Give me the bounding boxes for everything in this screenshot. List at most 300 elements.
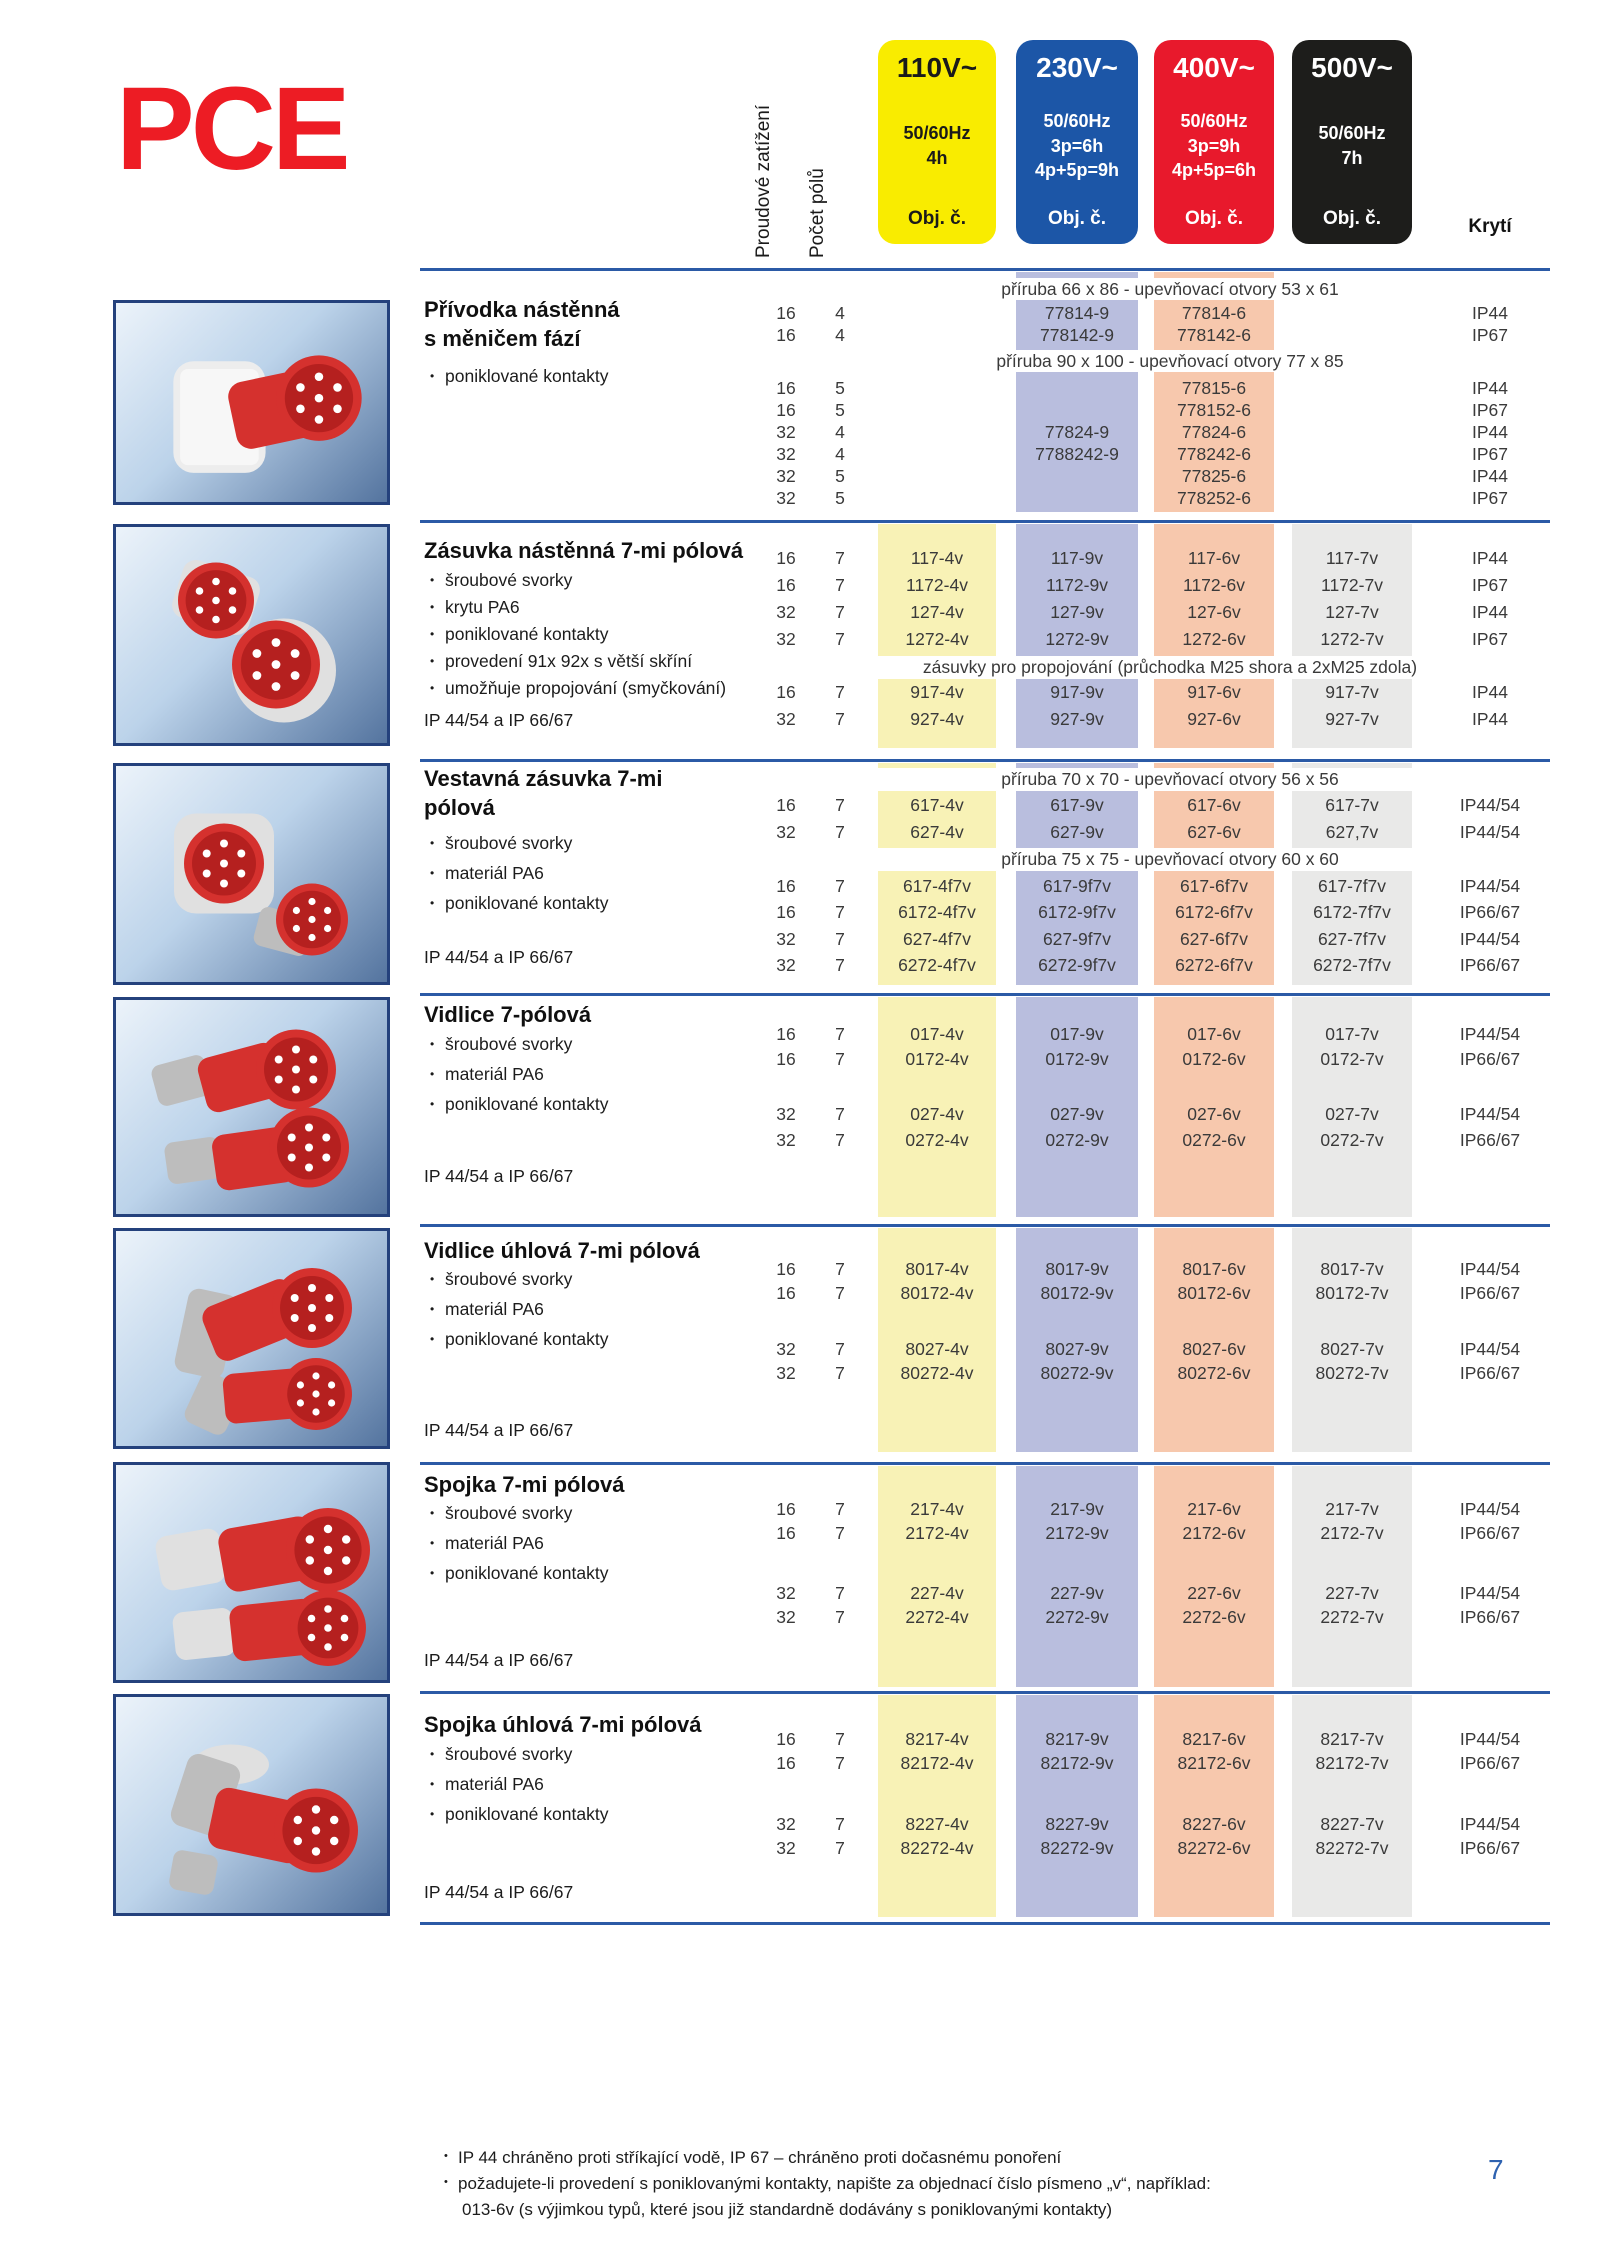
table-cell-v110: 0172-4v bbox=[905, 1049, 969, 1069]
table-cell-protection: IP66/67 bbox=[1459, 1838, 1521, 1858]
table-cell-poles: 7 bbox=[835, 575, 845, 595]
table-cell-current: 32 bbox=[776, 629, 796, 649]
section-feature-text: materiál PA6 bbox=[445, 1774, 544, 1794]
bullet-dot: • bbox=[430, 627, 435, 641]
table-cell-current: 32 bbox=[776, 1339, 796, 1359]
table-cell-v110: 927-4v bbox=[910, 709, 964, 729]
section-rule bbox=[420, 1224, 1550, 1227]
section-title-line: s měničem fází bbox=[424, 325, 581, 351]
table-cell-v400: 8017-6v bbox=[1182, 1259, 1246, 1279]
table-cell-current: 32 bbox=[776, 709, 796, 729]
product-photo bbox=[113, 997, 390, 1217]
table-cell-v400: 80172-6v bbox=[1177, 1283, 1251, 1303]
table-cell-v500: 0272-7v bbox=[1320, 1130, 1384, 1150]
table-cell-v400: 77824-6 bbox=[1181, 421, 1247, 442]
voltage-badge-frequency-line: 4h bbox=[926, 148, 948, 168]
table-cell-poles: 7 bbox=[835, 1499, 845, 1519]
section-feature-bullet bbox=[430, 833, 770, 854]
section-feature-bullet bbox=[430, 1299, 770, 1320]
table-cell-poles: 5 bbox=[835, 377, 845, 398]
table-cell-protection: IP44/54 bbox=[1459, 1814, 1521, 1834]
table-cell-v400: 778252-6 bbox=[1177, 487, 1251, 508]
section-feature-bullet bbox=[430, 1744, 770, 1765]
table-cell-v400: 0272-6v bbox=[1182, 1130, 1246, 1150]
section-feature-text: materiál PA6 bbox=[445, 1064, 544, 1084]
section-feature-bullet bbox=[430, 624, 770, 645]
table-cell-v110: 627-4v bbox=[910, 822, 964, 842]
table-cell-poles: 7 bbox=[835, 1024, 845, 1044]
column-header-protection: Krytí bbox=[1468, 216, 1512, 237]
table-cell-poles: 7 bbox=[835, 602, 845, 622]
section-feature-text: poniklované kontakty bbox=[445, 1329, 609, 1349]
order-number-label: Obj. č. bbox=[907, 208, 967, 229]
table-cell-v230: 8217-9v bbox=[1045, 1729, 1109, 1749]
footer-note-text: požadujete-li provedení s poniklovanými kontakty, napište za objednací číslo písmeno „v“, například: bbox=[458, 2174, 1211, 2193]
section-feature-bullet bbox=[430, 1329, 770, 1350]
table-span-note: zásuvky pro propojování (průchodka M25 shora a 2xM25 zdola) bbox=[820, 656, 1520, 679]
table-cell-current: 16 bbox=[776, 1499, 796, 1519]
table-cell-current: 32 bbox=[776, 1838, 796, 1858]
table-cell-protection: IP66/67 bbox=[1459, 1363, 1521, 1383]
table-cell-v500: 82272-7v bbox=[1315, 1838, 1389, 1858]
table-cell-poles: 7 bbox=[835, 822, 845, 842]
table-cell-v400: 82272-6v bbox=[1177, 1838, 1251, 1858]
table-cell-v400: 127-6v bbox=[1187, 602, 1241, 622]
table-cell-poles: 5 bbox=[835, 399, 845, 420]
table-cell-poles: 4 bbox=[835, 421, 845, 442]
table-cell-protection: IP44/54 bbox=[1459, 1583, 1521, 1603]
voltage-badge-frequency-lines bbox=[1172, 109, 1256, 183]
table-cell-poles: 4 bbox=[835, 302, 845, 323]
footer-note bbox=[444, 2174, 1211, 2194]
table-cell-current: 16 bbox=[776, 1283, 796, 1303]
section-ip-rating-note: IP 44/54 a IP 66/67 bbox=[424, 1882, 574, 1902]
table-cell-v230: 227-9v bbox=[1050, 1583, 1104, 1603]
connector-illustration bbox=[116, 527, 387, 743]
table-cell-protection: IP66/67 bbox=[1459, 1283, 1521, 1303]
connector-illustration bbox=[116, 766, 387, 982]
table-cell-v400: 0172-6v bbox=[1182, 1049, 1246, 1069]
table-cell-v230: 77814-9 bbox=[1044, 302, 1110, 323]
voltage-badge-110 bbox=[878, 40, 996, 244]
table-cell-v500: 8217-7v bbox=[1320, 1729, 1384, 1749]
table-cell-v110: 0272-4v bbox=[905, 1130, 969, 1150]
section-feature-text: šroubové svorky bbox=[445, 1503, 573, 1523]
table-cell-v110: 8027-4v bbox=[905, 1339, 969, 1359]
table-cell-v230: 80272-9v bbox=[1040, 1363, 1114, 1383]
voltage-badge-frequency-line: 4p+5p=9h bbox=[1034, 160, 1120, 181]
table-cell-current: 16 bbox=[776, 399, 796, 420]
table-cell-v500: 127-7v bbox=[1325, 602, 1379, 622]
voltage-badge-frequency-line: 7h bbox=[1341, 148, 1363, 168]
table-cell-protection: IP66/67 bbox=[1459, 902, 1521, 922]
section-feature-text: šroubové svorky bbox=[445, 1034, 573, 1054]
table-cell-current: 16 bbox=[776, 1049, 796, 1069]
table-cell-current: 32 bbox=[776, 822, 796, 842]
table-cell-v110: 8017-4v bbox=[905, 1259, 969, 1279]
product-photo bbox=[113, 1694, 390, 1916]
table-cell-current: 32 bbox=[776, 955, 796, 975]
table-cell-protection: IP44/54 bbox=[1459, 1259, 1521, 1279]
table-cell-protection: IP66/67 bbox=[1459, 1049, 1521, 1069]
connector-illustration bbox=[116, 1231, 387, 1446]
table-cell-current: 16 bbox=[776, 548, 796, 568]
table-cell-protection: IP44 bbox=[1472, 421, 1508, 442]
table-cell-poles: 7 bbox=[835, 1753, 845, 1773]
table-cell-v230: 0272-9v bbox=[1045, 1130, 1109, 1150]
table-cell-poles: 5 bbox=[835, 465, 845, 486]
table-cell-v110: 017-4v bbox=[910, 1024, 964, 1044]
table-cell-v230: 778142-9 bbox=[1040, 324, 1114, 345]
table-cell-protection: IP44 bbox=[1472, 709, 1508, 729]
product-photo bbox=[113, 1462, 390, 1683]
table-cell-protection: IP44/54 bbox=[1459, 1024, 1521, 1044]
table-cell-v230: 1272-9v bbox=[1045, 629, 1109, 649]
bullet-dot: • bbox=[430, 573, 435, 587]
section-feature-text: umožňuje propojování (smyčkování) bbox=[445, 678, 727, 698]
section-feature-bullet bbox=[430, 1034, 770, 1055]
table-cell-protection: IP66/67 bbox=[1459, 1753, 1521, 1773]
order-number-label: Obj. č. bbox=[1184, 207, 1244, 229]
table-cell-v230: 0172-9v bbox=[1045, 1049, 1109, 1069]
table-cell-v400: 80272-6v bbox=[1177, 1363, 1251, 1383]
section-rule bbox=[420, 759, 1550, 762]
table-cell-protection: IP44/54 bbox=[1459, 876, 1521, 896]
section-ip-rating-note: IP 44/54 a IP 66/67 bbox=[424, 947, 574, 967]
table-cell-v110: 6272-4f7v bbox=[898, 955, 976, 975]
footer-note-text: IP 44 chráněno proti stříkající vodě, IP 67 – chráněno proti dočasnému ponoření bbox=[458, 2148, 1062, 2167]
table-cell-poles: 7 bbox=[835, 929, 845, 949]
voltage-badge-frequency-line: 3p=9h bbox=[1187, 135, 1241, 156]
section-title-line: Přívodka nástěnná bbox=[424, 297, 620, 322]
section-feature-text: poniklované kontakty bbox=[445, 1804, 609, 1824]
section-feature-text: šroubové svorky bbox=[445, 1269, 573, 1289]
table-cell-v400: 6172-6f7v bbox=[1175, 902, 1253, 922]
table-cell-v110: 127-4v bbox=[910, 602, 964, 622]
footer-note-text: 013-6v (s výjimkou typů, které jsou již standardně dodávány s poniklovanými kontakty) bbox=[462, 2200, 1113, 2219]
table-cell-v230: 8017-9v bbox=[1045, 1259, 1109, 1279]
bullet-dot: • bbox=[430, 1777, 435, 1791]
table-cell-v400: 1172-6v bbox=[1183, 575, 1245, 595]
section-feature-text: šroubové svorky bbox=[445, 570, 573, 590]
table-span-note: příruba 70 x 70 - upevňovací otvory 56 x 56 bbox=[820, 768, 1520, 791]
table-cell-v230: 127-9v bbox=[1050, 602, 1104, 622]
table-cell-current: 16 bbox=[776, 1753, 796, 1773]
product-photo bbox=[113, 1228, 390, 1449]
table-cell-current: 16 bbox=[776, 1523, 796, 1543]
table-cell-v230: 027-9v bbox=[1050, 1104, 1104, 1124]
table-cell-v500: 8227-7v bbox=[1320, 1814, 1384, 1834]
bullet-dot: • bbox=[430, 1067, 435, 1081]
table-cell-v400: 8027-6v bbox=[1182, 1339, 1246, 1359]
voltage-badge-label: 110V~ bbox=[896, 52, 978, 83]
table-cell-v500: 6272-7f7v bbox=[1313, 955, 1391, 975]
table-cell-v400: 2272-6v bbox=[1182, 1607, 1246, 1627]
table-cell-v110: 217-4v bbox=[910, 1499, 964, 1519]
table-cell-v230: 1172-9v bbox=[1046, 575, 1108, 595]
table-cell-v110: 1272-4v bbox=[905, 629, 969, 649]
section-feature-text: poniklované kontakty bbox=[445, 1563, 609, 1583]
table-cell-protection: IP44 bbox=[1472, 548, 1508, 568]
section-feature-text: materiál PA6 bbox=[445, 1533, 544, 1553]
table-cell-current: 32 bbox=[776, 487, 796, 508]
section-feature-bullet bbox=[430, 1064, 770, 1085]
voltage-badge-230 bbox=[1016, 40, 1138, 244]
table-cell-v400: 1272-6v bbox=[1182, 629, 1246, 649]
section-title bbox=[424, 765, 774, 822]
table-span-note: příruba 75 x 75 - upevňovací otvory 60 x 60 bbox=[820, 848, 1520, 871]
section-feature-bullet bbox=[430, 1094, 770, 1115]
table-cell-poles: 7 bbox=[835, 876, 845, 896]
table-cell-poles: 7 bbox=[835, 1049, 845, 1069]
bullet-dot: • bbox=[430, 1037, 435, 1051]
table-cell-v500: 2172-7v bbox=[1320, 1523, 1384, 1543]
footer-note bbox=[462, 2200, 1112, 2220]
section-ip-rating-note: IP 44/54 a IP 66/67 bbox=[424, 710, 574, 730]
table-cell-poles: 7 bbox=[835, 1104, 845, 1124]
table-cell-protection: IP44/54 bbox=[1459, 1499, 1521, 1519]
table-cell-v400: 927-6v bbox=[1187, 709, 1241, 729]
column-header-pole-count: Počet pólů bbox=[807, 168, 828, 258]
table-cell-protection: IP44 bbox=[1472, 465, 1508, 486]
table-cell-v230: 617-9v bbox=[1050, 795, 1104, 815]
table-cell-v500: 1172-7v bbox=[1321, 575, 1383, 595]
table-cell-current: 16 bbox=[776, 1024, 796, 1044]
table-cell-v400: 117-6v bbox=[1187, 548, 1241, 568]
table-cell-poles: 7 bbox=[835, 1607, 845, 1627]
table-cell-protection: IP44/54 bbox=[1459, 795, 1521, 815]
table-cell-v230: 77824-9 bbox=[1044, 421, 1110, 442]
table-cell-current: 16 bbox=[776, 302, 796, 323]
table-cell-poles: 7 bbox=[835, 548, 845, 568]
table-cell-v110: 2172-4v bbox=[905, 1523, 969, 1543]
voltage-badge-frequency-line: 4p+5p=6h bbox=[1171, 160, 1257, 181]
table-cell-poles: 4 bbox=[835, 324, 845, 345]
product-photo bbox=[113, 524, 390, 746]
table-cell-protection: IP44/54 bbox=[1459, 1729, 1521, 1749]
table-cell-v500: 80172-7v bbox=[1315, 1283, 1389, 1303]
section-feature-text: materiál PA6 bbox=[445, 1299, 544, 1319]
table-cell-v400: 617-6v bbox=[1187, 795, 1241, 815]
section-feature-bullet bbox=[430, 1774, 770, 1795]
voltage-badge-label: 400V~ bbox=[1173, 52, 1255, 83]
table-cell-v230: 917-9v bbox=[1050, 682, 1104, 702]
table-cell-v230: 117-9v bbox=[1050, 548, 1104, 568]
bullet-dot: • bbox=[430, 1807, 435, 1821]
section-rule bbox=[420, 1462, 1550, 1465]
table-cell-poles: 7 bbox=[835, 1523, 845, 1543]
table-cell-v400: 8217-6v bbox=[1182, 1729, 1246, 1749]
section-feature-text: poniklované kontakty bbox=[445, 893, 609, 913]
table-cell-current: 32 bbox=[776, 465, 796, 486]
table-cell-v230: 017-9v bbox=[1050, 1024, 1104, 1044]
section-title-line: Vidlice 7-pólová bbox=[424, 1002, 592, 1027]
section-feature-text: poniklované kontakty bbox=[445, 366, 609, 386]
bullet-dot: • bbox=[430, 1302, 435, 1316]
table-cell-poles: 5 bbox=[835, 487, 845, 508]
table-cell-poles: 7 bbox=[835, 682, 845, 702]
table-cell-v400: 627-6f7v bbox=[1179, 929, 1249, 949]
table-cell-current: 16 bbox=[776, 575, 796, 595]
bullet-dot: • bbox=[430, 866, 435, 880]
table-cell-v110: 8217-4v bbox=[905, 1729, 969, 1749]
bullet-dot: • bbox=[430, 1097, 435, 1111]
section-title-line: Spojka 7-mi pólová bbox=[424, 1472, 625, 1497]
section-feature-text: poniklované kontakty bbox=[445, 624, 609, 644]
section-title bbox=[424, 537, 774, 566]
bullet-dot: • bbox=[430, 1506, 435, 1520]
table-cell-v110: 917-4v bbox=[910, 682, 964, 702]
section-ip-rating-note: IP 44/54 a IP 66/67 bbox=[424, 1650, 574, 1670]
voltage-badge-frequency-line: 50/60Hz bbox=[1318, 123, 1386, 144]
voltage-badge-frequency-line: 50/60Hz bbox=[903, 123, 971, 144]
table-cell-v400: 77815-6 bbox=[1181, 377, 1247, 398]
table-cell-protection: IP66/67 bbox=[1459, 1130, 1521, 1150]
table-cell-v500: 80272-7v bbox=[1315, 1363, 1389, 1383]
page-number: 7 bbox=[1488, 2154, 1504, 2185]
voltage-badge-frequency-line: 50/60Hz bbox=[1180, 110, 1248, 131]
table-cell-current: 32 bbox=[776, 1607, 796, 1627]
table-cell-v500: 8017-7v bbox=[1320, 1259, 1384, 1279]
section-feature-text: materiál PA6 bbox=[445, 863, 544, 883]
section-feature-text: poniklované kontakty bbox=[445, 1094, 609, 1114]
section-feature-bullet bbox=[430, 651, 770, 672]
section-ip-rating-note: IP 44/54 a IP 66/67 bbox=[424, 1166, 574, 1186]
table-cell-current: 16 bbox=[776, 902, 796, 922]
table-cell-v500: 82172-7v bbox=[1315, 1753, 1389, 1773]
table-cell-protection: IP67 bbox=[1472, 575, 1508, 595]
table-cell-poles: 7 bbox=[835, 1339, 845, 1359]
section-rule bbox=[420, 1691, 1550, 1694]
voltage-badge-frequency-lines bbox=[1318, 121, 1385, 171]
table-cell-v230: 217-9v bbox=[1050, 1499, 1104, 1519]
table-cell-protection: IP44 bbox=[1472, 682, 1508, 702]
connector-illustration bbox=[116, 303, 387, 502]
table-cell-v230: 7788242-9 bbox=[1035, 443, 1119, 464]
table-cell-v230: 8227-9v bbox=[1045, 1814, 1109, 1834]
voltage-badge-400 bbox=[1154, 40, 1274, 244]
bullet-dot: • bbox=[430, 896, 435, 910]
bullet-dot: • bbox=[430, 681, 435, 695]
table-cell-current: 16 bbox=[776, 682, 796, 702]
section-feature-text: šroubové svorky bbox=[445, 1744, 573, 1764]
voltage-badge-frequency-lines bbox=[1035, 109, 1119, 183]
table-cell-v110: 227-4v bbox=[910, 1583, 964, 1603]
section-rule bbox=[420, 993, 1550, 996]
table-cell-v500: 617-7v bbox=[1325, 795, 1379, 815]
section-title bbox=[424, 1711, 774, 1740]
table-cell-v400: 627-6v bbox=[1187, 822, 1241, 842]
table-cell-current: 16 bbox=[776, 1259, 796, 1279]
table-cell-v110: 82272-4v bbox=[900, 1838, 974, 1858]
section-feature-bullet bbox=[430, 1269, 770, 1290]
table-cell-v400: 77825-6 bbox=[1181, 465, 1247, 486]
table-cell-poles: 7 bbox=[835, 955, 845, 975]
voltage-badge-frequency-lines bbox=[903, 121, 970, 171]
table-cell-v500: 627,7v bbox=[1325, 822, 1379, 842]
voltage-badge-frequency-line: 3p=6h bbox=[1050, 135, 1104, 156]
table-cell-v230: 927-9v bbox=[1050, 709, 1104, 729]
product-photo bbox=[113, 300, 390, 505]
table-cell-v500: 2272-7v bbox=[1320, 1607, 1384, 1627]
table-cell-v110: 617-4v bbox=[910, 795, 964, 815]
bullet-dot: • bbox=[430, 836, 435, 850]
table-span-note: příruba 66 x 86 - upevňovací otvory 53 x 61 bbox=[820, 278, 1520, 300]
bullet-dot: • bbox=[430, 1566, 435, 1580]
table-cell-v500: 927-7v bbox=[1325, 709, 1379, 729]
table-cell-protection: IP44/54 bbox=[1459, 929, 1521, 949]
section-feature-text: provedení 91x 92x s větší skříní bbox=[445, 651, 693, 671]
section-title-line: pólová bbox=[424, 794, 495, 820]
table-cell-v230: 627-9f7v bbox=[1042, 929, 1112, 949]
table-cell-protection: IP44/54 bbox=[1459, 1339, 1521, 1359]
table-cell-v230: 2172-9v bbox=[1045, 1523, 1109, 1543]
table-cell-v110: 617-4f7v bbox=[902, 876, 972, 896]
product-photo bbox=[113, 763, 390, 985]
table-cell-v400: 778242-6 bbox=[1177, 443, 1251, 464]
table-cell-v500: 617-7f7v bbox=[1317, 876, 1387, 896]
table-cell-current: 32 bbox=[776, 1363, 796, 1383]
table-cell-poles: 7 bbox=[835, 1283, 845, 1303]
column-header-current-load: Proudové zatížení bbox=[753, 104, 774, 258]
section-title-line: Vidlice úhlová 7-mi pólová bbox=[424, 1238, 700, 1263]
table-cell-protection: IP44 bbox=[1472, 302, 1508, 323]
table-cell-v230: 617-9f7v bbox=[1042, 876, 1112, 896]
section-rule bbox=[420, 1922, 1550, 1925]
section-title bbox=[424, 1237, 774, 1266]
table-cell-poles: 4 bbox=[835, 443, 845, 464]
table-cell-v500: 027-7v bbox=[1325, 1104, 1379, 1124]
table-cell-poles: 7 bbox=[835, 629, 845, 649]
section-title-line: Zásuvka nástěnná 7-mi pólová bbox=[424, 538, 744, 563]
table-cell-v500: 627-7f7v bbox=[1317, 929, 1387, 949]
voltage-badge-frequency-line: 50/60Hz bbox=[1043, 110, 1111, 131]
table-cell-v500: 1272-7v bbox=[1320, 629, 1384, 649]
table-cell-poles: 7 bbox=[835, 1130, 845, 1150]
table-cell-v110: 6172-4f7v bbox=[898, 902, 976, 922]
table-cell-poles: 7 bbox=[835, 902, 845, 922]
table-cell-v400: 6272-6f7v bbox=[1175, 955, 1253, 975]
table-cell-protection: IP44 bbox=[1472, 377, 1508, 398]
table-cell-v400: 2172-6v bbox=[1182, 1523, 1246, 1543]
table-cell-v230: 8027-9v bbox=[1045, 1339, 1109, 1359]
voltage-badge-label: 500V~ bbox=[1311, 52, 1393, 83]
table-cell-protection: IP67 bbox=[1472, 443, 1508, 464]
table-cell-v110: 627-4f7v bbox=[902, 929, 972, 949]
table-cell-current: 32 bbox=[776, 1814, 796, 1834]
table-cell-v230: 6272-9f7v bbox=[1038, 955, 1116, 975]
section-feature-bullet bbox=[430, 893, 770, 914]
table-cell-protection: IP66/67 bbox=[1459, 1523, 1521, 1543]
bullet-dot: • bbox=[430, 369, 435, 383]
voltage-badge-500 bbox=[1292, 40, 1412, 244]
table-cell-protection: IP67 bbox=[1472, 324, 1508, 345]
table-cell-v500: 217-7v bbox=[1325, 1499, 1379, 1519]
table-cell-current: 32 bbox=[776, 1104, 796, 1124]
table-span-note: příruba 90 x 100 - upevňovací otvory 77 x 85 bbox=[820, 350, 1520, 372]
table-cell-protection: IP67 bbox=[1472, 629, 1508, 649]
section-feature-bullet bbox=[430, 597, 770, 618]
table-cell-protection: IP44/54 bbox=[1459, 822, 1521, 842]
table-cell-v110: 2272-4v bbox=[905, 1607, 969, 1627]
order-number-label: Obj. č. bbox=[1047, 207, 1107, 229]
header-rule bbox=[420, 268, 1550, 271]
section-feature-bullet bbox=[430, 1563, 770, 1584]
table-cell-v110: 8227-4v bbox=[905, 1814, 969, 1834]
table-cell-current: 16 bbox=[776, 377, 796, 398]
table-cell-v500: 117-7v bbox=[1325, 548, 1379, 568]
section-feature-text: krytu PA6 bbox=[445, 597, 520, 617]
